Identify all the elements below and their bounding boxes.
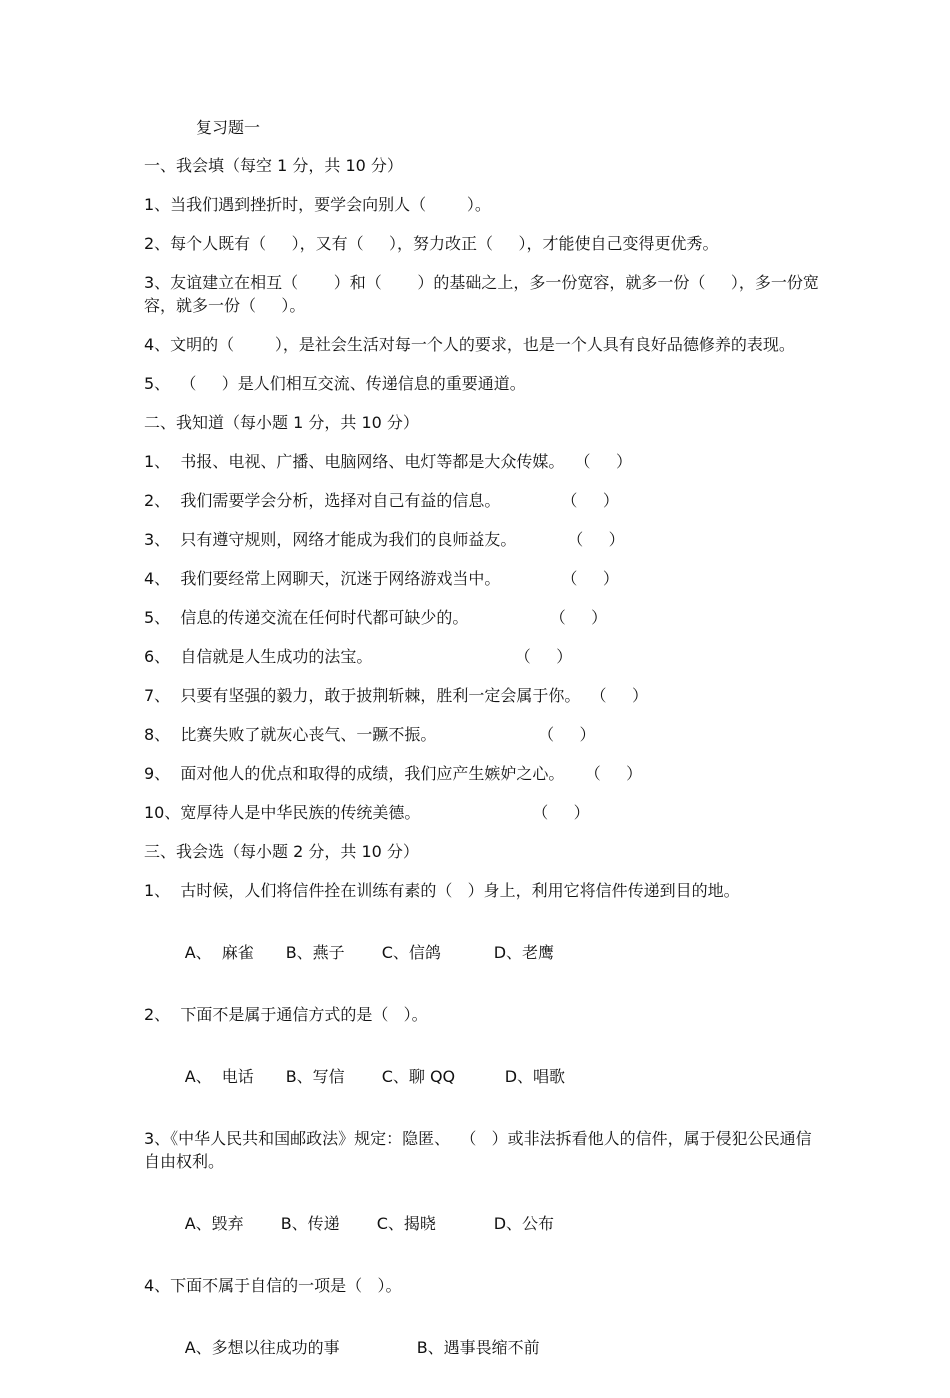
option-d: D、公布 [493,1214,555,1233]
option-a: A、毁弃 [184,1214,244,1233]
section-heading: 二、我知道（每小题 1 分，共 10 分） [144,413,419,432]
section-judge [144,411,824,824]
question-item: 7、 只要有坚强的毅力，敢于披荆斩棘，胜利一定会属于你。 （ ） [144,686,648,705]
question-item: 2、 下面不是属于通信方式的是（ ）。 [144,1005,428,1024]
section-choose [144,840,824,1382]
option-a: A、多想以往成功的事 [184,1338,340,1357]
question-item: 10、宽厚待人是中华民族的传统美德。 （ ） [144,803,590,822]
question-item: 3、友谊建立在相互（ ）和（ ）的基础之上，多一份宽容，就多一份（ ），多一份宽容，就多一份（ ）。 [144,273,819,315]
question-item: 8、 比赛失败了就灰心丧气、一蹶不振。 （ ） [144,725,596,744]
question-item: 2、 我们需要学会分析，选择对自己有益的信息。 （ ） [144,491,619,510]
document-body [144,154,824,1398]
section-heading: 一、我会填（每空 1 分，共 10 分） [144,156,403,175]
question-item: 9、 面对他人的优点和取得的成绩，我们应产生嫉妒之心。 （ ） [144,764,643,783]
question-item: 1、 古时候，人们将信件拴在训练有素的（ ）身上，利用它将信件传递到目的地。 [144,881,740,900]
option-b: B、传递 [280,1214,340,1233]
answer-options [144,1313,824,1382]
option-c: C、揭晓 [376,1214,436,1233]
option-c: C、聊 QQ [381,1067,456,1086]
question-item: 1、 书报、电视、广播、电脑网络、电灯等都是大众传媒。 （ ） [144,452,632,471]
question-item: 4、下面不属于自信的一项是（ ）。 [144,1276,402,1295]
question-item: 6、 自信就是人生成功的法宝。 （ ） [144,647,573,666]
section-fill [144,154,824,395]
answer-options [144,1042,824,1111]
section-heading: 三、我会选（每小题 2 分，共 10 分） [144,842,419,861]
question-item: 1、当我们遇到挫折时，要学会向别人（ ）。 [144,195,491,214]
document-title: 复习题一 [196,118,261,137]
question-item: 4、文明的（ ），是社会生活对每一个人的要求，也是一个人具有良好品德修养的表现。 [144,335,795,354]
option-b: B、写信 [285,1067,345,1086]
question-item: 4、 我们要经常上网聊天，沉迷于网络游戏当中。 （ ） [144,569,619,588]
answer-options [144,918,824,987]
option-c: C、信鸽 [381,943,441,962]
option-d: D、唱歌 [504,1067,566,1086]
option-a: A、 电话 [184,1067,254,1086]
question-item: 5、 （ ）是人们相互交流、传递信息的重要通道。 [144,374,526,393]
question-item: 2、每个人既有（ ），又有（ ），努力改正（ ），才能使自己变得更优秀。 [144,234,719,253]
option-a: A、 麻雀 [184,943,254,962]
question-item: 5、 信息的传递交流在任何时代都可缺少的。 （ ） [144,608,608,627]
option-b: B、燕子 [285,943,345,962]
question-item: 3、 只有遵守规则，网络才能成为我们的良师益友。 （ ） [144,530,625,549]
option-b: B、遇事畏缩不前 [416,1338,540,1357]
answer-options [144,1189,824,1258]
question-item: 3、《中华人民共和国邮政法》规定：隐匿、 （ ）或非法拆看他人的信件，属于侵犯公民通信自由权利。 [144,1129,812,1171]
option-d: D、老鹰 [493,943,555,962]
